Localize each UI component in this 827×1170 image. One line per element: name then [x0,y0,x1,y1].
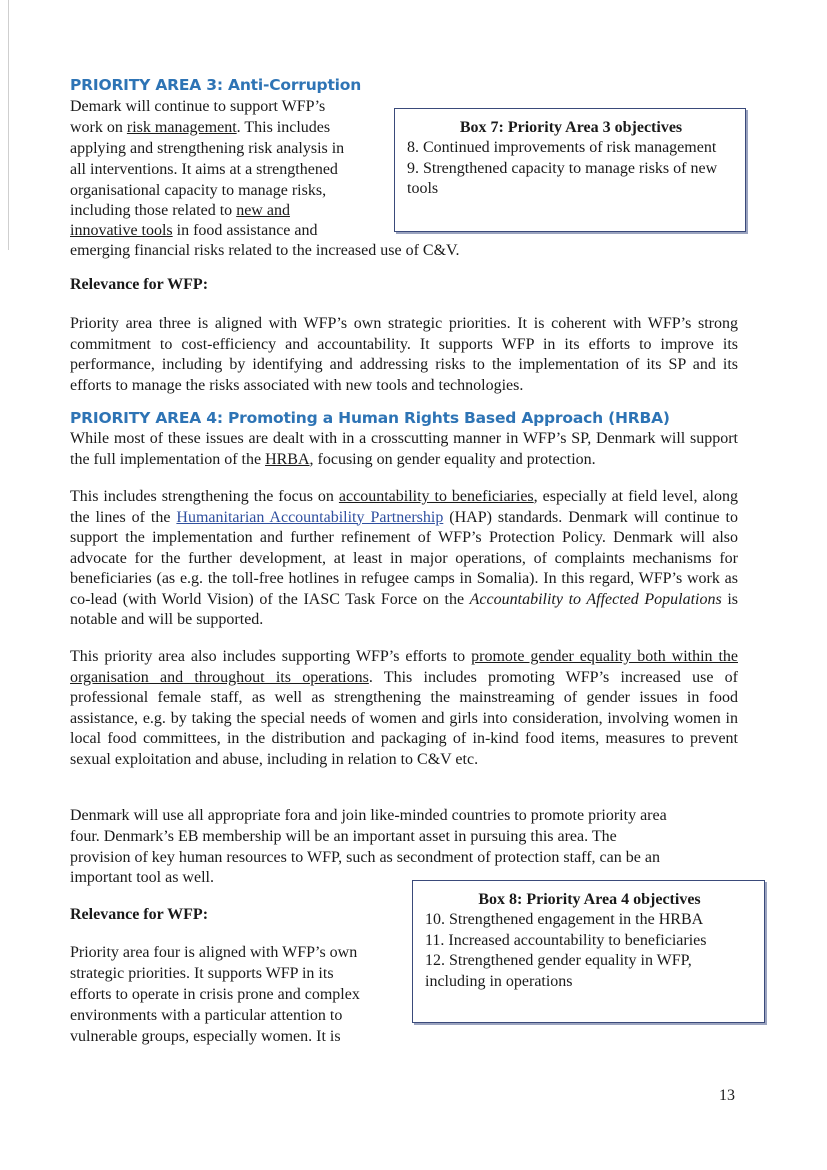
box-8-item-10: 10. Strengthened engagement in the HRBA [425,911,704,928]
area3-text: . This includes [236,119,331,136]
area4-text: is notable and will be supported. [70,590,739,628]
area4-paragraph-1 [70,429,738,470]
gender-equality-link[interactable]: promote gender equality both within the organisation and throughout its operations [70,648,738,686]
risk-management-link[interactable]: risk management [126,119,237,136]
area4-paragraph-4-line-4: important tool as well. [70,869,214,886]
area4-text: , focusing on gender equality and protection. [309,450,596,468]
relevance-heading-2: Relevance for WFP: [70,906,209,923]
box-7-item-9: 9. Strengthened capacity to manage risks of new tools [407,159,718,197]
box-7 [394,108,746,232]
hrba-link[interactable]: HRBA [265,450,310,468]
page-number: 13 [719,1087,735,1104]
relevance-paragraph-1: Priority area three is aligned with WFP’s own strategic priorities. It is coherent with WFP’s strong commitment to cost-efficiency and accountability. It supports WFP in its efforts to improve its performance, including by identifying and addressing risks to the implementation of its SP and its efforts to manage the risks associated with new tools and technologies. [70,315,738,394]
priority-area-4-heading: PRIORITY AREA 4: Promoting a Human Rights Based Approach (HRBA) [70,409,670,427]
relevance2-line-1: Priority area four is aligned with WFP’s own [70,944,358,961]
area3-line-5: organisational capacity to manage risks, [70,182,327,199]
area4-text: , especially at field level, along the lines of the [70,488,738,526]
relevance2-line-4: environments with a particular attention to [70,1007,343,1024]
accountability-to-beneficiaries-link[interactable]: accountability to beneficiaries [338,488,534,505]
area4-paragraph-2 [70,487,738,631]
area4-paragraph-3 [70,647,738,770]
hap-link[interactable]: Humanitarian Accountability Partnership [176,508,444,526]
relevance-heading-1: Relevance for WFP: [70,276,209,293]
area4-text: This priority area also includes supporting WFP’s efforts to [70,648,472,665]
area3-text: work on [70,119,127,136]
innovative-tools-link[interactable]: innovative tools [70,222,173,239]
area4-text: (HAP) standards. Denmark will continue to support the implementation and further refinement of WFP’s Protection Policy. Denmark will also advocate for the further development, at least in major operations, of complaints mechanisms for beneficiaries (as e.g. the toll-free hotlines in refugee camps in Somalia). In this regard, WFP’s work as co-lead (with World Vision) of the IASC Task Force on the [70,508,738,608]
area3-line-7 [70,221,318,241]
area4-paragraph-4-line-1: Denmark will use all appropriate fora and join like-minded countries to promote priority area [70,807,667,824]
area4-text: . This includes promoting WFP’s increased use of professional female staff, as well as strengthening the mainstreaming of gender issues in food assistance, e.g. by taking the special needs of women and girls into consideration, involving women in local food committees, in the distribution and packaging of in-kind food items, measures to prevent sexual exploitation and abuse, including in relation to C&V etc. [70,668,739,768]
area3-text: including those related to [70,202,237,219]
area3-text: in food assistance and [172,222,318,239]
priority-area-3-heading: PRIORITY AREA 3: Anti-Corruption [70,76,362,94]
page-edge-line [8,0,9,250]
box-8-item-11: 11. Increased accountability to beneficiaries [425,931,707,949]
area4-text: While most of these issues are dealt with in a crosscutting manner in WFP’s SP, Denmark will support the full implementation of the [70,430,738,468]
aap-italic: Accountability to Affected Populations [469,590,722,608]
box-8 [412,880,765,1023]
area3-line-6 [70,201,290,221]
relevance2-line-5: vulnerable groups, especially women. It is [70,1028,341,1045]
box-7-item-8: 8. Continued improvements of risk management [407,139,717,156]
area3-line-3: applying and strengthening risk analysis in [70,140,345,157]
new-and-innovative-tools-link[interactable]: new and [236,202,290,219]
area4-paragraph-4-line-3: provision of key human resources to WFP, such as secondment of protection staff, can be an [70,849,660,866]
area3-line-1: Demark will continue to support WFP’s [70,98,326,115]
box-7-title: Box 7: Priority Area 3 objectives [459,119,683,136]
area3-line-2 [70,118,330,138]
area4-paragraph-4-line-2: four. Denmark’s EB membership will be an important asset in pursuing this area. The [70,828,617,845]
box-8-item-12: 12. Strengthened gender equality in WFP, including in operations [425,952,692,990]
area4-text: This includes strengthening the focus on [70,488,339,505]
relevance2-line-3: efforts to operate in crisis prone and complex [70,986,360,1003]
relevance2-line-2: strategic priorities. It supports WFP in its [70,965,334,982]
area3-line-8: emerging financial risks related to the increased use of C&V. [70,242,460,259]
box-8-title: Box 8: Priority Area 4 objectives [478,891,701,908]
area3-line-4: all interventions. It aims at a strengthened [70,161,338,178]
